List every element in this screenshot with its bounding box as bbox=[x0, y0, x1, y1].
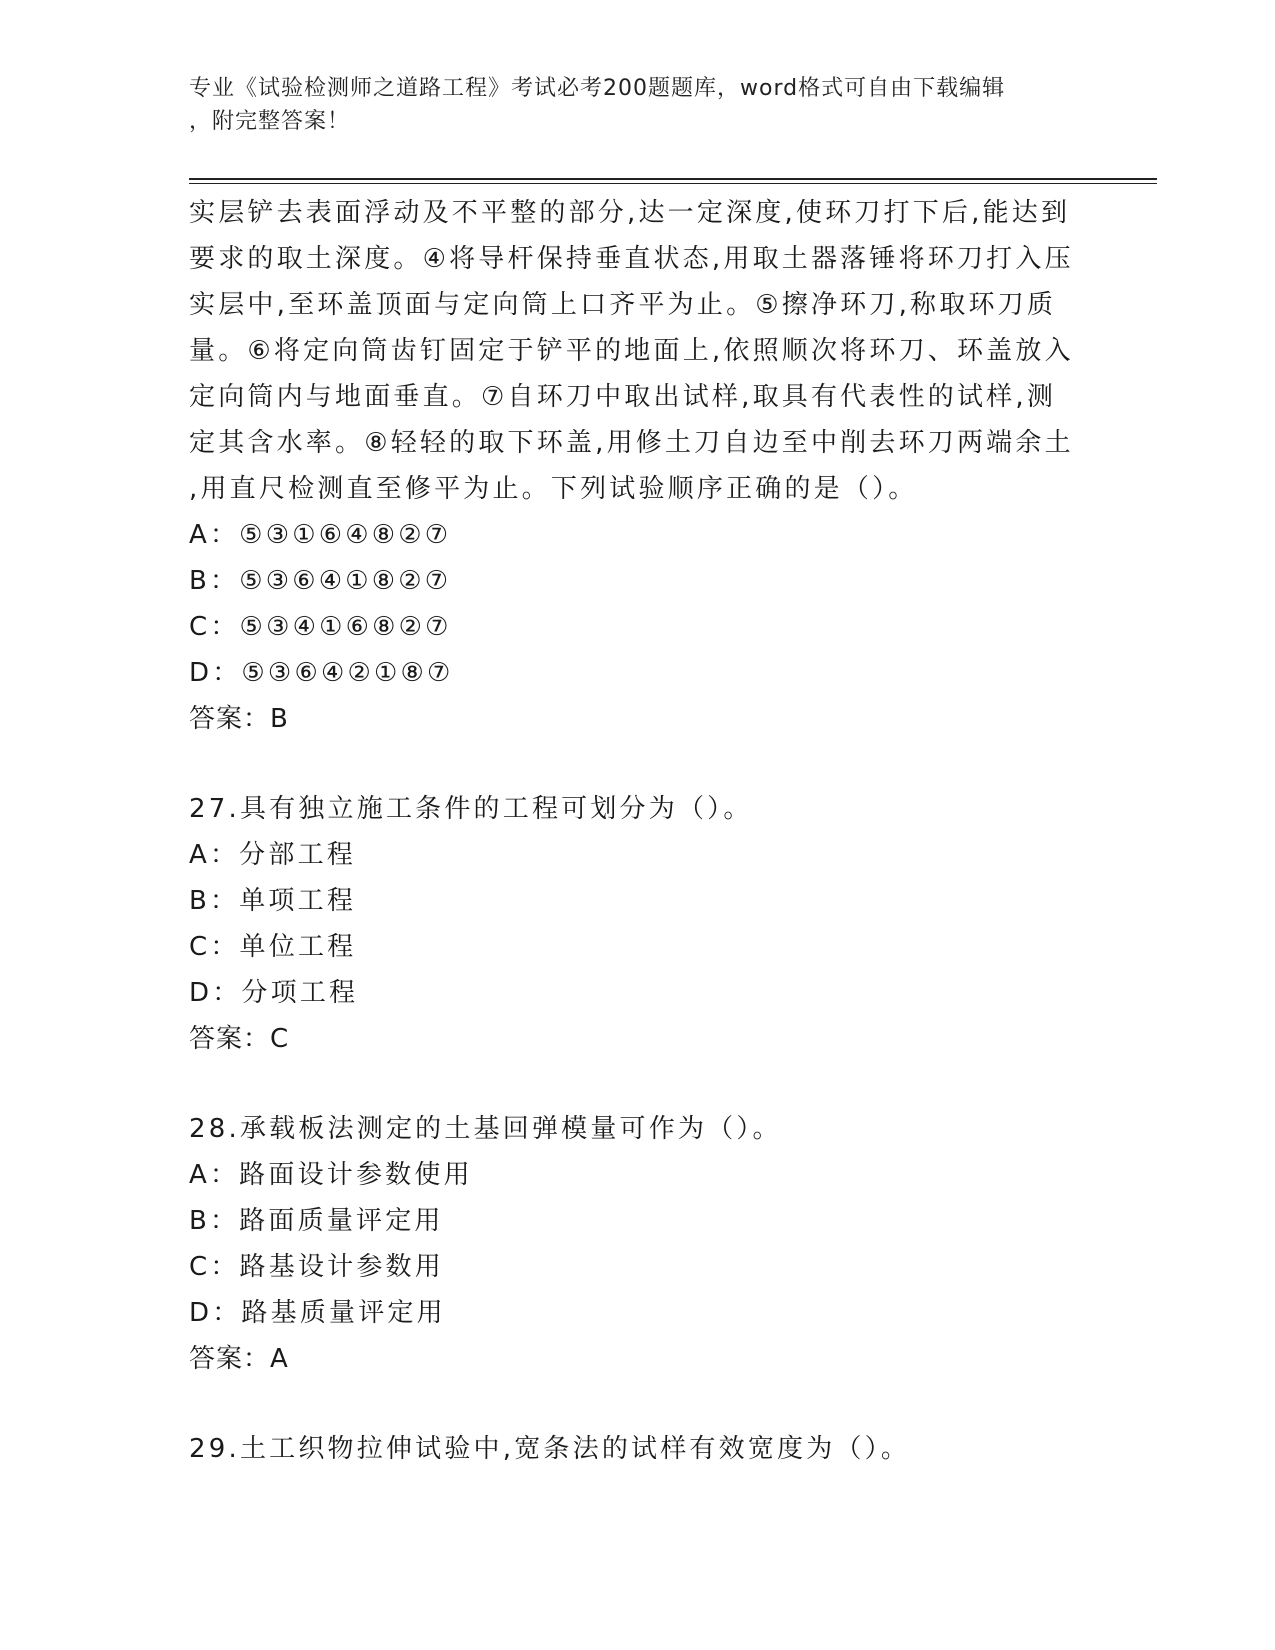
option-b: B：⑤③⑥④①⑧②⑦ bbox=[189, 566, 452, 596]
question-text-line: 定向筒内与地面垂直。⑦自环刀中取出试样,取具有代表性的试样,测 bbox=[189, 382, 1057, 412]
question-29 bbox=[189, 1426, 1089, 1472]
answer-line: 答案：C bbox=[189, 1024, 290, 1054]
option-d: D：分项工程 bbox=[189, 978, 359, 1008]
option-b: B：路面质量评定用 bbox=[189, 1206, 444, 1236]
spacer bbox=[189, 1062, 1089, 1106]
question-27 bbox=[189, 786, 1089, 1062]
question-text-line: ,用直尺检测直至修平为止。下列试验顺序正确的是（）。 bbox=[189, 474, 918, 504]
option-a: A：⑤③①⑥④⑧②⑦ bbox=[189, 520, 452, 550]
option-b: B：单项工程 bbox=[189, 886, 357, 916]
question-text-line: 实层铲去表面浮动及不平整的部分,达一定深度,使环刀打下后,能达到 bbox=[189, 198, 1071, 228]
question-text-line: 27.具有独立施工条件的工程可划分为（）。 bbox=[189, 794, 753, 824]
question-text-line: 实层中,至环盖顶面与定向筒上口齐平为止。⑤擦净环刀,称取环刀质 bbox=[189, 290, 1057, 320]
option-a: A：分部工程 bbox=[189, 840, 356, 870]
question-26-continued bbox=[189, 190, 1089, 742]
spacer bbox=[189, 742, 1089, 786]
document-header bbox=[189, 72, 1089, 138]
question-text-line: 29.土工织物拉伸试验中,宽条法的试样有效宽度为（）。 bbox=[189, 1434, 911, 1464]
spacer bbox=[189, 1382, 1089, 1426]
header-title-line-1: 专业《试验检测师之道路工程》考试必考200题题库，word格式可自由下载编辑 bbox=[189, 76, 1006, 101]
question-28 bbox=[189, 1106, 1089, 1382]
option-c: C：路基设计参数用 bbox=[189, 1252, 444, 1282]
header-title-line-2: ，附完整答案！ bbox=[189, 109, 351, 134]
option-c: C：单位工程 bbox=[189, 932, 357, 962]
question-text-line: 量。⑥将定向筒齿钉固定于铲平的地面上,依照顺次将环刀、环盖放入 bbox=[189, 336, 1074, 366]
header-divider-thick bbox=[189, 178, 1157, 180]
option-a: A：路面设计参数使用 bbox=[189, 1160, 473, 1190]
question-text-line: 定其含水率。⑧轻轻的取下环盖,用修土刀自边至中削去环刀两端余土 bbox=[189, 428, 1074, 458]
option-d: D：⑤③⑥④②①⑧⑦ bbox=[189, 658, 454, 688]
header-divider-thin bbox=[189, 183, 1157, 184]
option-d: D：路基质量评定用 bbox=[189, 1298, 446, 1328]
answer-line: 答案：A bbox=[189, 1344, 289, 1374]
question-text-line: 28.承载板法测定的土基回弹模量可作为（）。 bbox=[189, 1114, 782, 1144]
question-text-line: 要求的取土深度。④将导杆保持垂直状态,用取土器落锤将环刀打入压 bbox=[189, 244, 1074, 274]
answer-line: 答案：B bbox=[189, 704, 289, 734]
option-c: C：⑤③④①⑥⑧②⑦ bbox=[189, 612, 452, 642]
document-body bbox=[189, 190, 1089, 1472]
